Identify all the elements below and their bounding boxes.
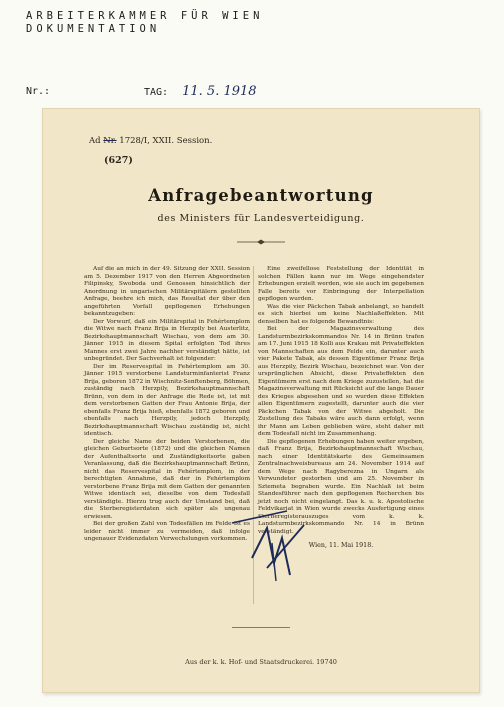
divider-rule [232, 627, 290, 628]
tag-field [144, 84, 257, 99]
nr-label: Nr.: [26, 86, 51, 97]
paragraph: Der im Reservespital in Fehértemplom am 30. Jänner 1915 verstorbene Landsturminfanterist Franz Brija, geboren 1872 in Wischnitz-Senftenberg, Böhmen, zuständig nach Herzpily, Bezirkshauptmannschaft Brünn, von dem in der Anfrage die Rede ist, ist mit dem verstorbenen Gatten der Frau Antonie Brija, der ebenfalls Franz Brija hieß, ebenfalls 1872 geboren und ebenfalls nach Herzpily, jedoch Herzpily, Bezirkshauptmannschaft Wischau zuständig ist, nicht identisch. [84, 363, 250, 437]
paragraph: Der gleiche Name der beiden Verstorbenen, die gleichen Geburtsorte (1872) und die gleichen Namen der Aufenthaltsorte und Zuständigkeitsorte gaben Veranlassung, daß die Bezirkshauptmannschaft Brünn, nicht das Reservespital in Fehértemplom, in der berechtigten Annahme, daß der in Fehértemplom verstorbene Franz Brija mit dem Gatten der genannten Witwe identisch sei, dieselbe von dem Todesfall verständigte. Hierzu trug auch der Umstand bei, daß die Sterberegisterdaten sich später als ungenau erwiesen. [84, 438, 250, 520]
reference-number: 1728/I, XXII. Session. [119, 136, 213, 146]
signature-line: Wien, 11. Mai 1918. [308, 542, 374, 549]
archive-department: DOKUMENTATION [26, 23, 161, 35]
paragraph: Bei der großen Zahl von Todesfällen im Felde ist es leider nicht immer zu vermeiden, daß infolge ungenauer Evidenzdaten Verwechslungen vorkommen. [84, 521, 250, 542]
archive-name: ARBEITERKAMMER FÜR WIEN [26, 10, 264, 22]
text-column-right [258, 266, 424, 550]
tag-label: TAG: [144, 87, 169, 98]
paragraph: Was die vier Päckchen Tabak anbelangt, so handelt es sich hierbei um keine Nachlaßeffekten. Mit denselben hat es folgende Bewandtnis: [258, 303, 424, 325]
reference-line [89, 136, 212, 146]
paragraph: Der Vorwurf, daß ein Militärspital in Fehértemplom die Witwe nach Franz Brija in Herzpily bei Austerlitz, Bezirkshauptmannschaft Wischau, von dem am 30. Jänner 1915 in diesem Spital erfolgten Tod ihres Mannes erst zwei Jahre nachher verständigt hätte, ist unbegründet. Der Sachverhalt ist folgender: [84, 318, 250, 362]
tag-date-handwritten: 11. 5. 1918 [182, 84, 257, 99]
archive-header [26, 10, 286, 36]
text-column-left [84, 266, 250, 544]
paragraph: Die gepflogenen Erhebungen haben weiter ergeben, daß Franz Brija, Bezirkshauptmannschaft Wischau, nach einer Identitätskarte des Gemeinsamen Zentralnachweisbureaus am 24. November 1914 auf dem Wege nach Ragyberezna in Ungarn als Verwundeter gestorben und am 25. November in Sztemeta begraben wurde. Ein Nachlaß ist beim Standesführer nach den gepflogenen Recherchen bis jetzt noch nicht eingelangt. Das k. u. k. Apostolische Feldvikariat in Wien wurde zwecks Ausfertigung eines Sterberegisterauszuges vom k. k. Landsturmbezirkskommando Nr. 14 in Brünn verständigt. [258, 438, 424, 535]
printer-imprint: Aus der k. k. Hof- und Staatsdruckerei. 19740 [185, 658, 337, 666]
document-title: Anfragebeantwortung [148, 186, 374, 205]
document-number: (627) [104, 155, 133, 166]
paragraph: Bei der Magazinsverwaltung des Landsturmbezirkskommandos Nr. 14 in Brünn trafen am 17. Juni 1915 18 Kolli aus Krakau mit Privateffekten von Mannschaften aus dem Felde ein, darunter auch vier Pakete Tabak, als dessen Eigentümer Franz Brija aus Herzpily, Bezirk Wischau, bezeichnet war. Von der ursprünglichen Absicht, diese Privateffekten den Eigentümern erst nach dem Kriege zuzustellen, hat die Magazinsverwaltung mit Rücksicht auf die lange Dauer des Krieges abgesehen und so wurden diese Effekten allen Eigentümern zugestellt, darunter auch die vier Päckchen Tabak von der Witwe abgeholt. Die Zustellung des Tabaks wäre auch dann erfolgt, wenn ihr Mann am Leben geblieben wäre, steht daher mit dem Todesfall nicht im Zusammenhang. [258, 326, 424, 437]
reference-prefix: Ad [89, 136, 101, 146]
paragraph: Auf die an mich in der 49. Sitzung der XXII. Session am 5. Dezember 1917 von den Herren Abgeordneten Filipinsky, Swoboda und Genossen hinsichtlich der Anordnung in ungarischen Militärspitälern gestellten Anfrage, beehre ich mich, das Resultat der über den angeführten Vorfall gepflogenen Erhebungen bekanntzugeben: [84, 266, 250, 317]
column-divider [253, 266, 254, 604]
ornament-divider [237, 239, 285, 245]
document-page [42, 108, 480, 693]
reference-struck: Nr. [103, 136, 117, 146]
document-subtitle: des Ministers für Landesverteidigung. [157, 213, 365, 224]
paragraph: Eine zweifellose Feststellung der Identität in solchen Fällen kann nur im Wege eingehendster Erhebungen erzielt werden, wie sie auch im gegebenen Falle bereits vor Einbringung der Interpellation gepflogen wurden. [258, 266, 424, 302]
